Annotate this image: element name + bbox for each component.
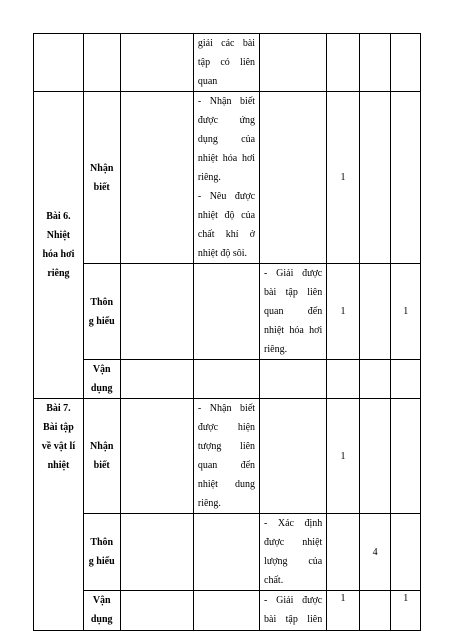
requirement-cell (193, 92, 259, 264)
text-line: quan đến (197, 460, 256, 471)
topic-cell (34, 399, 84, 631)
text-line: lượng của (264, 556, 323, 567)
level-cell (83, 264, 120, 360)
text-line: - Nhận biết (197, 96, 256, 107)
table-row (34, 34, 421, 92)
text-line: tập có liên (197, 57, 256, 68)
text-line: nhiệt độ sôi. (197, 248, 248, 259)
text-line: dụng của (197, 134, 256, 145)
level-line: dụng (90, 383, 113, 394)
table-cell (359, 34, 391, 92)
text-line: riêng. (264, 344, 288, 355)
requirement-cell (260, 264, 327, 360)
assessment-matrix-table (33, 33, 421, 631)
level-line: Vận (92, 364, 111, 375)
level-line: Nhận (90, 162, 114, 174)
table-cell (359, 264, 391, 360)
table-cell (193, 360, 259, 399)
level-cell (83, 514, 120, 591)
table-row (34, 591, 421, 631)
count-cell: 1 (327, 92, 360, 264)
table-cell (120, 514, 193, 591)
table-cell (391, 34, 421, 92)
table-cell (260, 92, 327, 264)
text-line: - Xác định (264, 518, 323, 529)
table-row (34, 360, 421, 399)
level-line: Nhận (90, 441, 114, 452)
topic-cell (34, 92, 84, 399)
count-cell: 1 (327, 399, 360, 514)
text-line: nhiệt hóa hơi (264, 325, 323, 336)
level-line: biết (93, 181, 110, 193)
table-cell (359, 399, 391, 514)
text-line: riêng. (197, 498, 221, 509)
requirement-cell (260, 514, 327, 591)
text-line: quan (197, 76, 218, 87)
table-cell (120, 591, 193, 631)
text-line: - Nêu được (197, 191, 256, 202)
text-line: được hiện (197, 422, 256, 433)
topic-line: hóa hơi (42, 249, 75, 260)
level-line: g hiểu (88, 315, 115, 327)
level-line: Thôn (90, 537, 114, 548)
level-line: g hiểu (88, 556, 115, 567)
table-cell (327, 34, 360, 92)
table-cell (391, 360, 421, 399)
table-row (34, 264, 421, 360)
text-line: được ứng (197, 115, 256, 126)
text-line: - Nhận biết (197, 403, 256, 414)
level-cell (83, 399, 120, 514)
text-line: giải các bài (197, 38, 256, 49)
table-cell (120, 264, 193, 360)
table-cell (359, 360, 391, 399)
text-line: nhiệt hóa hơi (197, 153, 256, 164)
level-line: biết (93, 460, 110, 471)
level-cell (83, 591, 120, 631)
table-row (34, 514, 421, 591)
text-line: quan đến (264, 306, 323, 317)
table-cell (34, 34, 84, 92)
count-cell: 1 (327, 591, 360, 631)
table-cell (193, 591, 259, 631)
text-line: riêng. (197, 172, 221, 183)
count-cell: 1 (327, 264, 360, 360)
table-cell (120, 360, 193, 399)
text-line: được nhiệt (264, 537, 323, 548)
level-line: Thôn (90, 296, 114, 308)
table-cell (260, 399, 327, 514)
text-line: chất. (264, 575, 284, 586)
table-cell (120, 399, 193, 514)
text-line: nhiệt dung (197, 479, 256, 490)
topic-line: riêng (47, 268, 70, 279)
table-cell (193, 514, 259, 591)
table-cell (359, 92, 391, 264)
text-line: bài tập liên (264, 287, 323, 298)
table-row (34, 399, 421, 514)
count-cell: 1 (391, 591, 421, 631)
count-cell: 1 (391, 264, 421, 360)
table-cell (391, 399, 421, 514)
level-line: dụng (90, 614, 113, 625)
text-line: - Giải được (264, 595, 323, 606)
table-cell (391, 514, 421, 591)
topic-line: Bài 7. (46, 403, 71, 414)
requirement-cell (193, 34, 259, 92)
topic-line: Bài 6. (46, 211, 71, 222)
requirement-cell (193, 399, 259, 514)
table-cell (260, 34, 327, 92)
level-cell (83, 360, 120, 399)
table-cell (120, 92, 193, 264)
text-line: chất khí ở (197, 229, 256, 240)
table-cell (83, 34, 120, 92)
table-cell (120, 34, 193, 92)
level-cell (83, 92, 120, 264)
level-line: Vận (92, 595, 111, 606)
count-cell: 4 (359, 514, 391, 591)
text-line: bài tập liên (264, 614, 323, 625)
topic-line: Bài tập (43, 422, 74, 433)
text-line: nhiệt độ của (197, 210, 256, 221)
table-row (34, 92, 421, 264)
topic-line: về vật lí (41, 441, 76, 452)
text-line: tượng liên (197, 441, 256, 452)
table-cell (327, 514, 360, 591)
table-cell (359, 591, 391, 631)
table-cell (260, 360, 327, 399)
table-cell (327, 360, 360, 399)
table-cell (391, 92, 421, 264)
requirement-cell (260, 591, 327, 631)
text-line: - Giải được (264, 268, 323, 279)
topic-line: nhiệt (47, 460, 70, 471)
topic-line: Nhiệt (46, 230, 71, 241)
table-cell (193, 264, 259, 360)
